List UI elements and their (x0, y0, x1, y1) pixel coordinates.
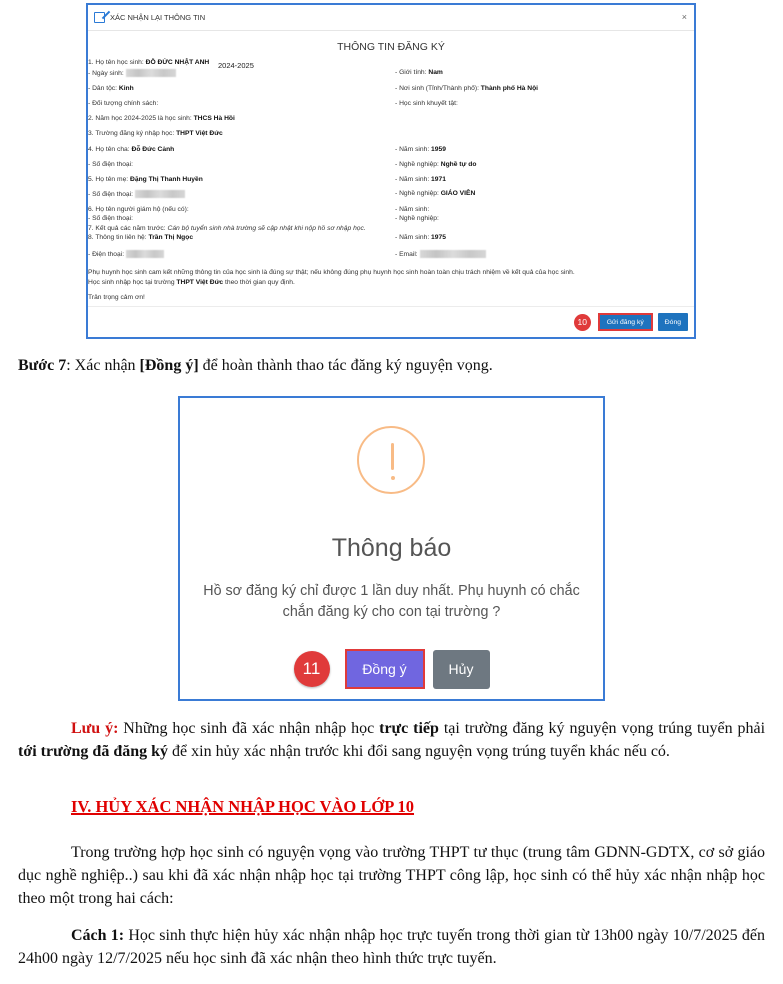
overlay-year-text: 2024-2025 (218, 61, 254, 70)
contact-name-row: 8. Thông tin liên hệ: Trần Thị Ngọc (88, 234, 194, 241)
confirm-button[interactable]: Đồng ý (345, 649, 425, 689)
father-name-row: 4. Họ tên cha: Đỗ Đức Cảnh (88, 146, 175, 153)
father-birth-year-row: - Năm sinh: 1959 (395, 146, 446, 153)
redacted-value (126, 250, 164, 258)
dob-row: - Ngày sinh: (88, 69, 176, 77)
step-badge: 10 (574, 314, 591, 331)
modal-header-title: XÁC NHẬN LẠI THÔNG TIN (110, 13, 206, 22)
modal-header (88, 5, 694, 31)
mother-job-row: - Nghề nghiệp: GIÁO VIÊN (395, 190, 476, 197)
step-badge: 11 (294, 651, 330, 687)
confirm-info-modal (86, 3, 696, 339)
dialog-title: Thông báo (331, 534, 452, 562)
guardian-name-row: 6. Họ tên người giám hộ (nếu có): (88, 206, 189, 213)
contact-email-row: - Email: (395, 250, 486, 258)
registered-school-row: 3. Trường đăng ký nhập học: THPT Việt Đức (88, 130, 223, 137)
student-name-row: 1. Họ tên học sinh: ĐỖ ĐỨC NHẬT ANH (88, 59, 210, 66)
note-paragraph: Lưu ý: Những học sinh đã xác nhận nhập học trực tiếp tại trường đăng ký nguyện vọng trúng tuyển phải tới trường đã đăng ký để xin hủy xác nhận trước khi đổi sang nguyện vọng trúng tuyển khác nếu có. (18, 720, 766, 760)
father-job-row: - Nghề nghiệp: Nghề tự do (395, 161, 477, 168)
previous-school-row: 2. Năm học 2024-2025 là học sinh: THCS Hà Hồi (88, 115, 235, 122)
previous-results-row: 7. Kết quả các năm trước: Cán bộ tuyển sinh nhà trường sẽ cập nhật khi nộp hồ sơ nhập học. (88, 225, 366, 232)
birthplace-row: - Nơi sinh (Tỉnh/Thành phố): Thành phố Hà Nội (395, 85, 539, 92)
disability-row: - Học sinh khuyết tật: (395, 100, 458, 107)
ethnicity-row: - Dân tộc: Kinh (88, 85, 134, 92)
warning-icon (357, 426, 425, 494)
policy-row: - Đối tượng chính sách: (88, 100, 159, 107)
method1-paragraph: Cách 1: Học sinh thực hiện hủy xác nhận nhập học trực tuyến trong thời gian từ 13h00 ngày 10/7/2025 đến 24h00 ngày 12/7/2025 nếu học sinh đã xác nhận theo hình thức trực tuyến. (18, 927, 765, 967)
section-heading: IV. HỦY XÁC NHẬN NHẬP HỌC VÀO LỚP 10 (71, 797, 415, 816)
mother-birth-year-row: - Năm sinh: 1971 (395, 176, 446, 183)
redacted-value (420, 250, 486, 258)
contact-phone-row: - Điện thoại: (88, 250, 164, 258)
commitment-text: Phụ huynh học sinh cam kết những thông tin của học sinh là đúng sự thật; nếu không đúng phụ huynh học sinh hoàn toàn chịu trách nhiệm về kết quả của học sinh. (88, 269, 575, 276)
father-phone-row: - Số điện thoại: (88, 161, 133, 168)
redacted-value (135, 190, 185, 198)
contact-birth-year-row: - Năm sinh: 1975 (395, 234, 446, 241)
redacted-value (126, 69, 176, 77)
enrollment-text: Học sinh nhập học tại trường THPT Việt Đức theo thời gian quy định. (88, 279, 295, 286)
alert-dialog (178, 396, 605, 701)
guardian-phone-row: - Số điện thoại: (88, 215, 133, 222)
gender-row: - Giới tính: Nam (395, 69, 443, 76)
mother-phone-row: - Số điện thoại: (88, 190, 185, 198)
close-icon[interactable]: × (681, 12, 687, 22)
cancel-button[interactable]: Hủy (433, 650, 490, 689)
dialog-message: Hồ sơ đăng ký chỉ được 1 lần duy nhất. Phụ huynh có chắc chắn đăng ký cho con tại trường ? (203, 583, 580, 620)
section-title: THÔNG TIN ĐĂNG KÝ (337, 41, 445, 53)
dialog-actions (180, 649, 603, 689)
step7-instruction: Bước 7: Xác nhận [Đồng ý] để hoàn thành thao tác đăng ký nguyện vọng. (18, 357, 493, 374)
mother-name-row: 5. Họ tên mẹ: Đặng Thị Thanh Huyền (88, 176, 203, 183)
close-button[interactable]: Đóng (658, 313, 688, 331)
section4-paragraph: Trong trường hợp học sinh có nguyện vọng vào trường THPT tư thục (trung tâm GDNN-GDTX, cơ sở giáo dục nghề nghiệp..) sau khi đã xác nhận nhập học tại trường THPT công lập, học sinh có thể hủy xác nhận nhập học theo một trong hai cách: (18, 844, 765, 907)
guardian-job-row: - Nghề nghiệp: (395, 215, 439, 222)
guardian-birth-year-row: - Năm sinh: (395, 206, 430, 213)
thanks-text: Trân trọng cảm ơn! (88, 294, 145, 301)
edit-icon (94, 12, 105, 23)
modal-footer (88, 306, 694, 337)
submit-registration-button[interactable]: Gửi đăng ký (598, 313, 653, 331)
